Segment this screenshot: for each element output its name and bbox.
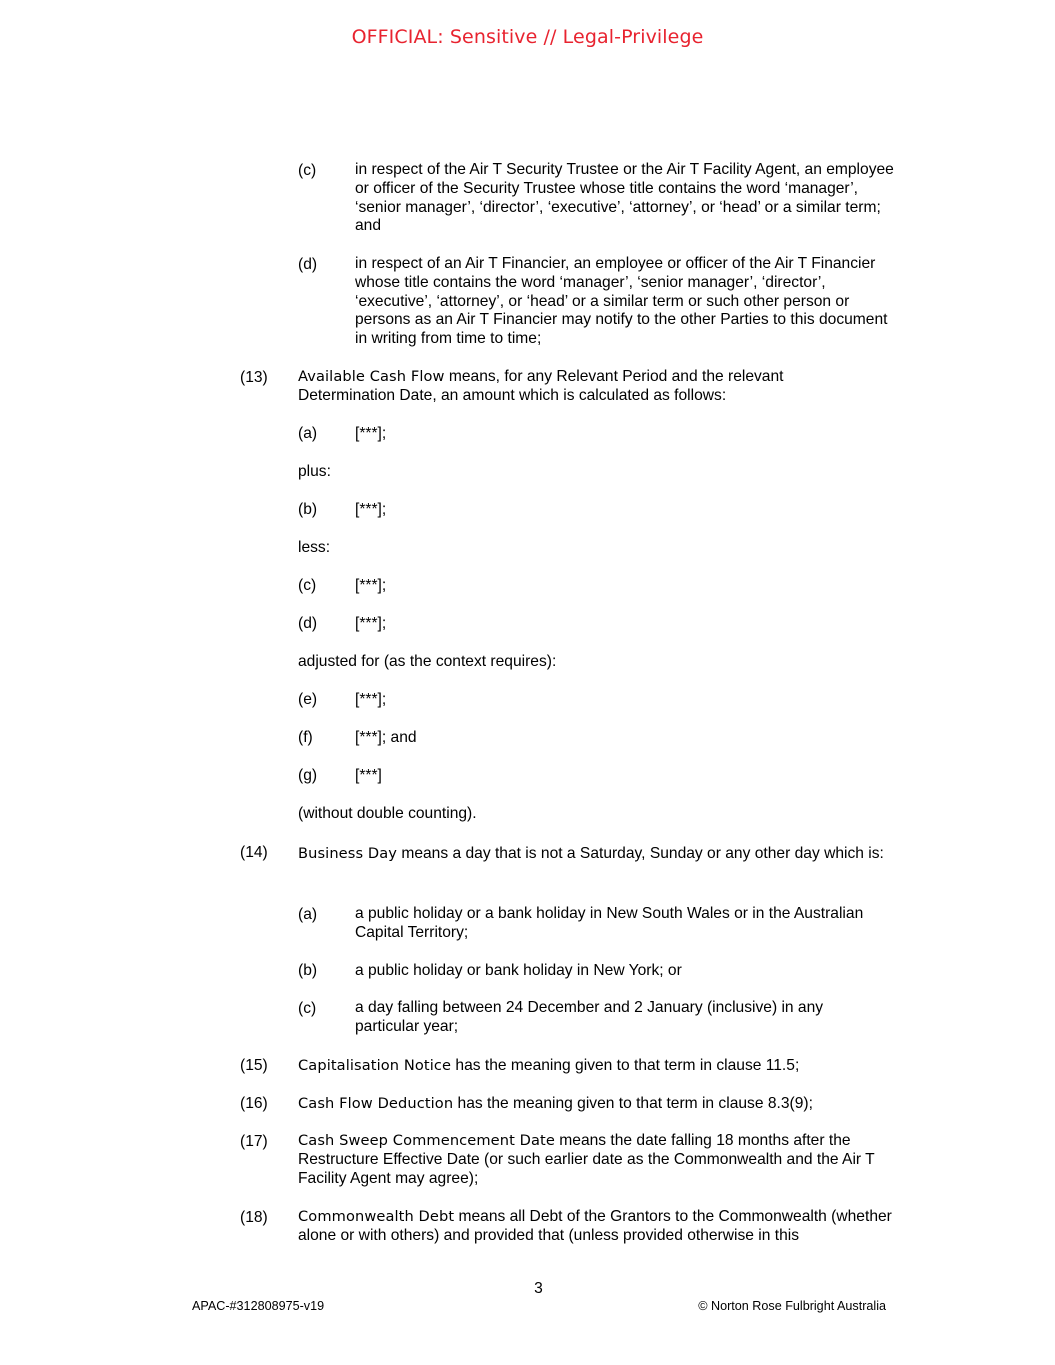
connector-text: adjusted for (as the context requires): [298, 653, 557, 670]
clause-definition [298, 1208, 894, 1246]
definition-text: means, for any Relevant Period and the relevant Determination Date, an amount which is calculated as follows: [298, 368, 784, 404]
clause-number: (14) [240, 844, 268, 861]
defined-term: Cash Sweep Commencement Date [298, 1132, 555, 1149]
item-label: (c) [298, 162, 317, 179]
defined-term: Capitalisation Notice [298, 1057, 452, 1074]
item-text: [***]; and [355, 729, 417, 746]
definition-text: means all Debt of the Grantors to the Commonwealth (whether alone or with others) and provided that (unless provided otherwise in this [298, 1208, 892, 1244]
clause-number: (17) [240, 1133, 268, 1150]
item-label: (c) [298, 1000, 317, 1017]
page-number: 3 [534, 1280, 543, 1297]
clause-number: (15) [240, 1057, 268, 1074]
item-label: (b) [298, 501, 318, 518]
copyright-notice: © Norton Rose Fulbright Australia [698, 1299, 886, 1313]
item-label: (b) [298, 962, 318, 979]
connector-text: plus: [298, 463, 331, 480]
item-label: (d) [298, 256, 318, 273]
document-id: APAC-#312808975-v19 [192, 1299, 325, 1313]
connector-text: less: [298, 539, 331, 556]
definition-text: means the date falling 18 months after the Restructure Effective Date (or such earlier date as the Commonwealth and the Air T Facility Agent may agree); [298, 1132, 875, 1187]
item-text: in respect of the Air T Security Trustee or the Air T Facility Agent, an employee or officer of the Security Trustee whose title contains the word ‘manager’, ‘senior manager’, ‘director’, ‘executive’, ‘attorney’, or ‘head’ or a similar term; and [355, 161, 894, 235]
clause-definition [298, 1132, 878, 1188]
item-text: [***]; [355, 577, 387, 594]
item-label: (c) [298, 577, 317, 594]
definition-text: means a day that is not a Saturday, Sunday or any other day which is: [397, 845, 884, 862]
item-text: a public holiday or bank holiday in New York; or [355, 962, 682, 979]
item-text: a day falling between 24 December and 2 January (inclusive) in any particular year; [355, 999, 824, 1035]
item-text: a public holiday or a bank holiday in New South Wales or in the Australian Capital Territory; [355, 905, 864, 941]
defined-term: Cash Flow Deduction [298, 1095, 454, 1112]
clause-definition [298, 1094, 813, 1113]
item-label: (g) [298, 767, 318, 784]
clause-definition [298, 1056, 799, 1075]
item-text: [***]; [355, 425, 387, 442]
item-label: (e) [298, 691, 318, 708]
item-label: (d) [298, 615, 318, 632]
item-text: [***]; [355, 615, 387, 632]
item-label: (f) [298, 729, 313, 746]
item-label: (a) [298, 906, 318, 923]
defined-term: Business Day [298, 845, 398, 862]
item-text: [***] [355, 767, 382, 784]
item-text: [***]; [355, 501, 387, 518]
item-text: in respect of an Air T Financier, an employee or officer of the Air T Financier whose title contains the word ‘manager’, ‘senior manager’, ‘director’, ‘executive’, ‘attorney’, or ‘head’ or a similar term or such other person or persons as an Air T Financier may notify to the other Parties to this document in writing from time to time; [355, 255, 888, 348]
defined-term: Available Cash Flow [298, 368, 445, 385]
definition-text: has the meaning given to that term in clause 8.3(9); [453, 1095, 813, 1112]
item-text: [***]; [355, 691, 387, 708]
clause-definition [298, 368, 818, 406]
clause-number: (18) [240, 1209, 268, 1226]
clause-number: (16) [240, 1095, 268, 1112]
clause-definition [298, 843, 896, 864]
classification-banner: OFFICIAL: Sensitive // Legal-Privilege [351, 26, 704, 48]
item-label: (a) [298, 425, 318, 442]
definition-text: has the meaning given to that term in clause 11.5; [451, 1057, 800, 1074]
defined-term: Commonwealth Debt [298, 1208, 455, 1225]
clause-number: (13) [240, 369, 268, 386]
connector-text: (without double counting). [298, 805, 477, 822]
